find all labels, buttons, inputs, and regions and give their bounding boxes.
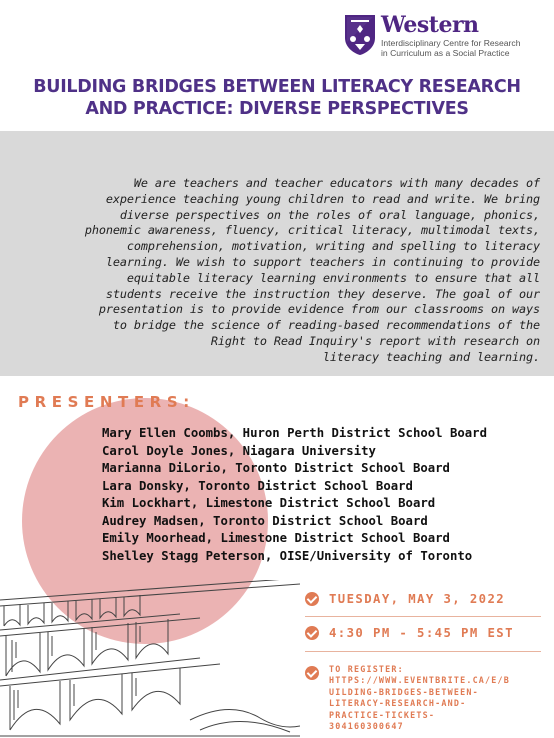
presenter-item: Kim Lockhart, Limestone District School Board [102, 496, 436, 510]
divider [305, 651, 541, 652]
check-circle-icon [305, 666, 319, 680]
description-text: We are teachers and teacher educators with many decades of experience teaching young children to read and write. We bring diverse perspectives on the roles of oral language, phonics, phonemic awareness, fluency, critical literacy, multimodal texts, comprehension, motivation, writing and spelling to literacy learning. We wish to support teachers in continuing to provide equitable literacy learning environments to ensure that all students receive the instruction they deserve. The goal of our presentation is to provide evidence from our classrooms on ways to bridge the science of reading-based recommendations of the Right to Read Inquiry's report with research on literacy teaching and learning. [84, 176, 540, 364]
western-logo [344, 14, 544, 58]
presenter-item: Shelley Stagg Peterson, OISE/University of Toronto [102, 548, 473, 563]
check-circle-icon [305, 626, 319, 640]
event-date: TUESDAY, MAY 3, 2022 [329, 592, 506, 606]
presenters-list [102, 425, 487, 565]
divider [305, 616, 541, 617]
presenter-item: Carol Doyle Jones, Niagara University [102, 443, 376, 458]
event-time-row [305, 626, 514, 640]
presenter-item: Emily Moorhead, Limestone District School Board [102, 531, 450, 545]
western-crest-icon [344, 14, 376, 56]
presenter-item: Lara Donsky, Toronto District School Board [102, 478, 413, 493]
presenter-item: Audrey Madsen, Toronto District School Board [102, 513, 428, 528]
presenter-item: Marianna DiLorio, Toronto District School Board [102, 461, 450, 475]
aqueduct-illustration [0, 580, 300, 738]
logo-subtitle: Interdisciplinary Centre for Research in Curriculum as a Social Practice [381, 38, 521, 58]
page-title: BUILDING BRIDGES BETWEEN LITERACY RESEARCH AND PRACTICE: DIVERSE PERSPECTIVES [33, 77, 521, 119]
check-circle-icon [305, 592, 319, 606]
event-time: 4:30 PM - 5:45 PM EST [329, 626, 514, 640]
logo-wordmark: Western [381, 12, 479, 38]
presenter-item: Mary Ellen Coombs, Huron Perth District School Board [102, 426, 487, 440]
presenters-heading: PRESENTERS: [18, 393, 195, 411]
register-link[interactable]: TO REGISTER: HTTPS://WWW.EVENTBRITE.CA/E/B UILDING-BRIDGES-BETWEEN- LITERACY-RESEARCH-AND- PRACTICE-TICKETS- 304160300647 [329, 664, 511, 732]
event-date-row [305, 592, 505, 606]
